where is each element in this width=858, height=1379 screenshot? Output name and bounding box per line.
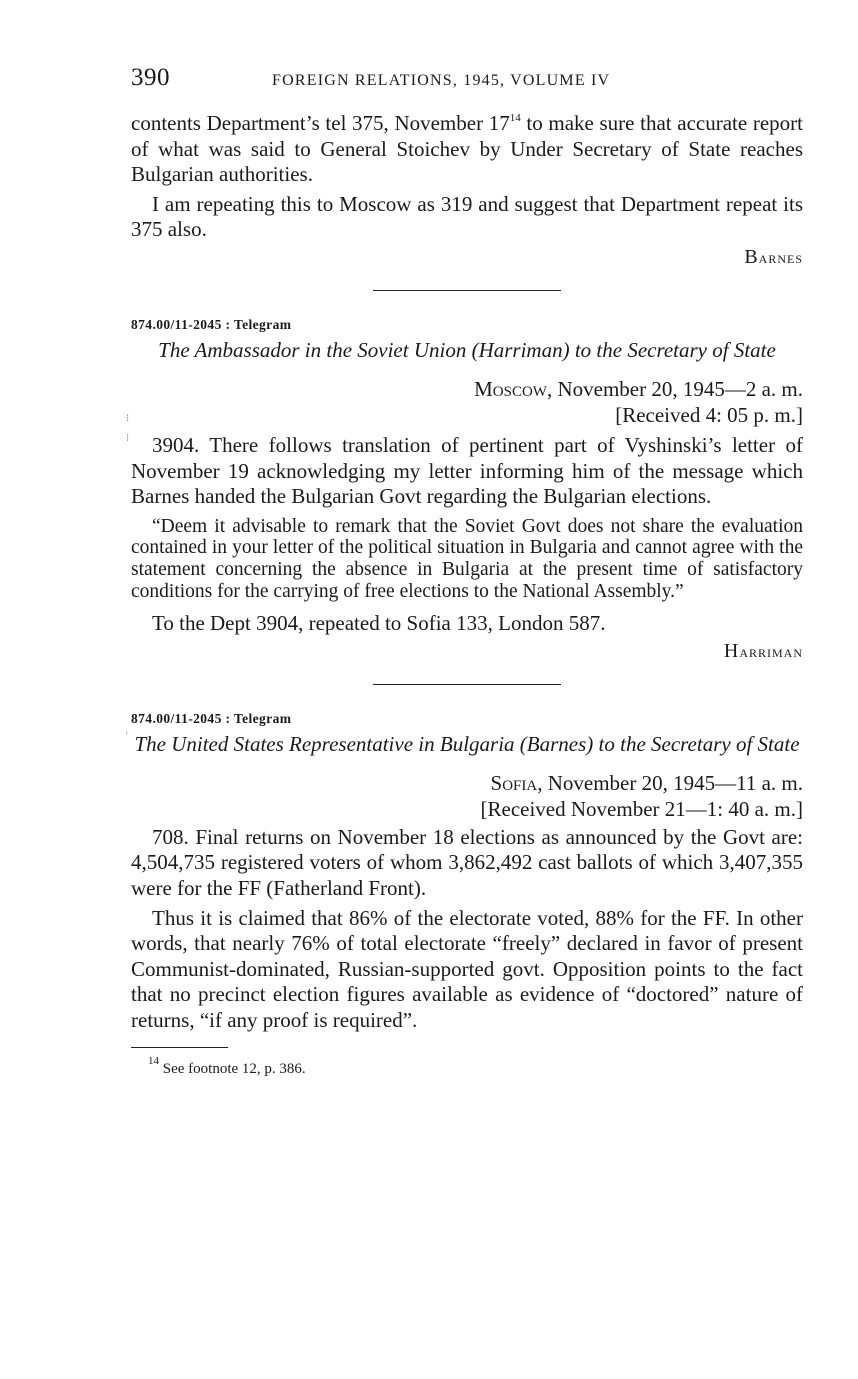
document-page [131, 62, 803, 1079]
footnote-number: 14 [148, 1055, 159, 1068]
body-paragraph: I am repeating this to Moscow as 319 and suggest that Department repeat its 375 also. [131, 191, 803, 242]
running-title: FOREIGN RELATIONS, 1945, VOLUME IV [272, 72, 611, 89]
document-title: The Ambassador in the Soviet Union (Harriman) to the Secretary of State [158, 337, 776, 362]
quoted-letter: “Deem it advisable to remark that the Soviet Govt does not share the evaluation contained in your letter of the political situation in Bulgaria and cannot agree with the statement concerning the absence in Bulgaria at the present time of satisfactory conditions for the carrying of free elections to the National Assembly.” [131, 515, 803, 602]
footnote-divider [131, 1047, 228, 1048]
body-paragraph: Thus it is claimed that 86% of the electorate voted, 88% for the FF. In other words, that nearly 76% of total electorate “freely” declared in favor of present Communist-dominated, Russian-supported govt. Opposition points to the fact that no precinct election figures available as evidence of “doctored” nature of returns, “if any proof is required”. [131, 905, 803, 1032]
margin-mark: ⁝ [126, 413, 130, 424]
dateline: Moscow, November 20, 1945—2 a. m. [474, 376, 803, 401]
body-paragraph: 708. Final returns on November 18 elections as announced by the Govt are: 4,504,735 registered voters of whom 3,862,492 cast ballots of which 3,407,355 were for the FF (Fatherland Front). [131, 824, 803, 900]
dateline: Sofia, November 20, 1945—11 a. m. [490, 770, 803, 795]
margin-mark: ⁝ [126, 433, 130, 444]
file-reference: 874.00/11-2045 : Telegram [131, 316, 292, 332]
footnote-ref: 14 [509, 112, 521, 124]
page-number: 390 [131, 64, 170, 91]
footnote: $^{14}$ See footnote 12, p. 386. [148, 1055, 306, 1078]
file-reference: 874.00/11-2045 : Telegram [131, 710, 292, 726]
document-title: The United States Representative in Bulgaria (Barnes) to the Secretary of State [134, 731, 800, 756]
body-paragraph: 3904. There follows translation of pertinent part of Vyshinski’s letter of November 19 acknowledging my letter informing him of the message which Barnes handed the Bulgarian Govt regarding the Bulgarian elections. [131, 432, 803, 509]
signature-barnes: Barnes [744, 245, 803, 268]
continuation-paragraph: contents Department’s tel 375, November $17^{14}$ to make sure that accurate report of what was said to General Stoichev by Under Secretary of State reaches Bulgarian authorities. [131, 111, 803, 187]
running-head [131, 62, 803, 98]
body-paragraph: To the Dept 3904, repeated to Sofia 133, London 587. [152, 611, 606, 636]
section-divider [373, 684, 561, 685]
received-line: [Received 4: 05 p. m.] [615, 402, 803, 427]
section-divider [373, 290, 561, 291]
signature-harriman: Harriman [723, 639, 803, 662]
margin-mark: ʳ [126, 729, 129, 740]
received-line: [Received November 21—1: 40 a. m.] [480, 796, 803, 821]
